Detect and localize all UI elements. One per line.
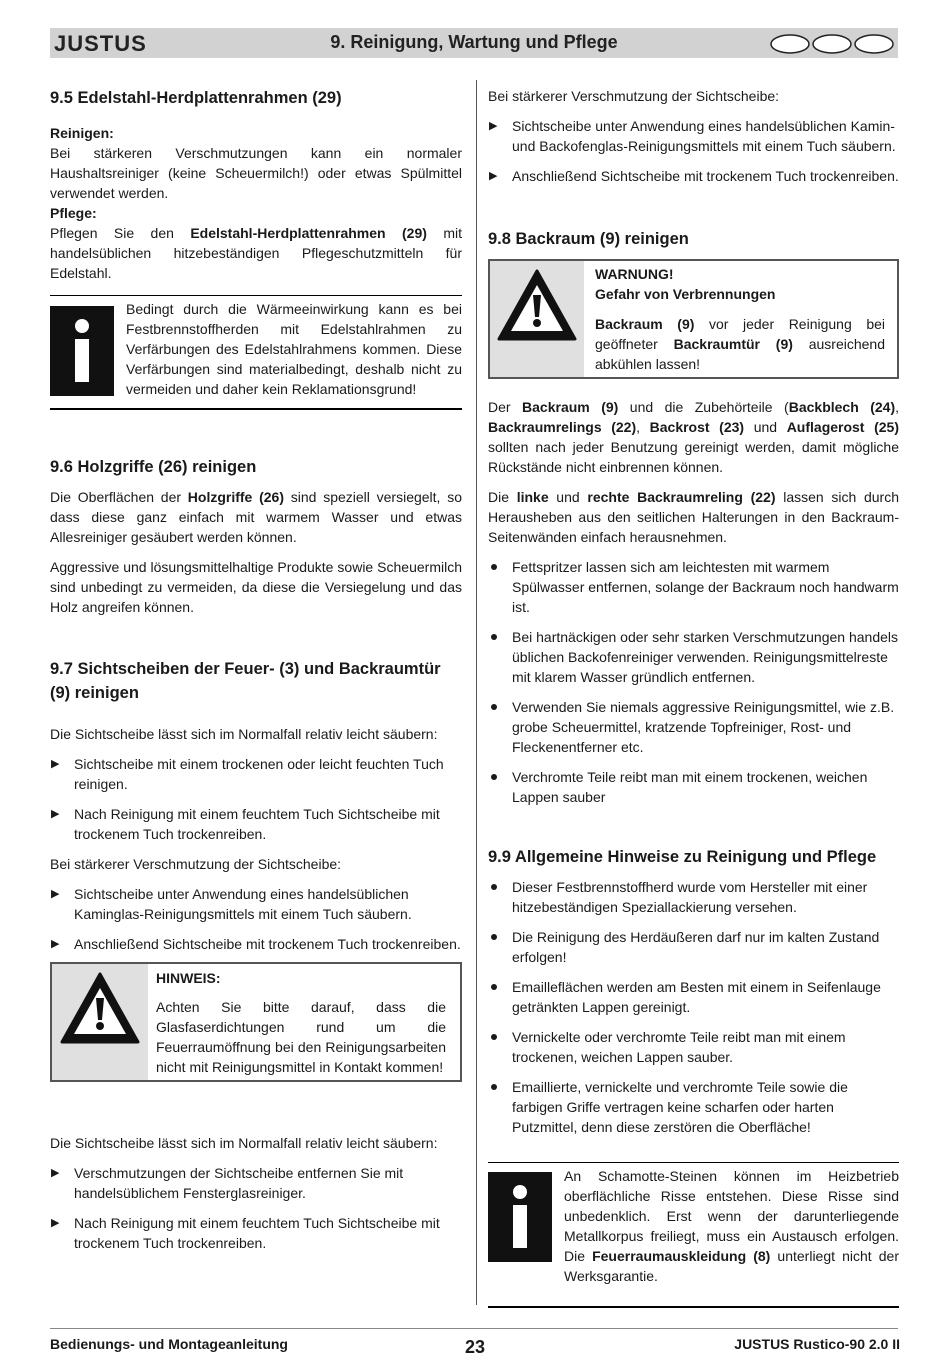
oven-text-2: Die linke und rechte Backraumreling (22) lassen sich durch Herausheben aus den seitlichen Halterungen in den Backraum-Seitenwänden einfach herausnehmen. [488,489,899,545]
window-list-1 [50,754,462,844]
section-heading-9-7: 9.7 Sichtscheiben der Feuer- (3) und Backraumtür (9) reinigen [50,660,441,702]
oven-list [488,557,899,807]
list-item: Dieser Festbrennstoffherd wurde vom Hersteller mit einer hitzebeständigen Speziallackierung versehen. [488,877,899,917]
list-item: ▶ Sichtscheibe mit einem trockenen oder leicht feuchten Tuch reinigen. [50,754,462,794]
warning-bold-2: Backraumtür (9) [673,336,793,352]
general-list [488,877,899,1137]
section-heading-9-9: 9.9 Allgemeine Hinweise zu Reinigung und Pflege [488,848,877,866]
window-intro-3: Die Sichtscheibe lässt sich im Normalfall relativ leicht säubern: [50,1135,438,1151]
list-item: ▶ Nach Reinigung mit einem feuchtem Tuch Sichtscheibe mit trockenem Tuch trockenreiben. [50,804,462,844]
page-number: 23 [464,1337,486,1357]
warning-title: WARNUNG! [595,266,674,282]
column-divider [476,80,477,1305]
info-text-bold: Feuerraumauskleidung (8) [592,1248,771,1264]
warning-text-2: ausreichend abkühlen lassen! [595,336,885,372]
right-list-0 [488,116,899,186]
list-item: Die Reinigung des Herdäußeren darf nur im kalten Zustand erfolgen! [488,927,899,967]
right-intro: Bei stärkerer Verschmutzung der Sichtscheibe: [488,88,780,104]
care-label: Pflege: [50,205,97,221]
chapter-title: 9. Reinigung, Wartung und Pflege [330,32,618,52]
oven-text-1: Der Backraum (9) und die Zubehörteile (Backblech (24), Backraumrelings (22), Backrost (23) und Auflagerost (25) sollten nach jeder Benutzung gereinigt werden, damit mögliche Rückstände nicht einbrennen können. [488,399,900,475]
list-item: Vernickelte oder verchromte Teile reibt man mit einem trockenen, weichen Lappen sauber. [488,1027,899,1067]
list-item: Emailleflächen werden am Besten mit einem in Seifenlauge getränkten Lappen gereinigt. [488,977,899,1017]
list-item: Bei hartnäckigen oder sehr starken Verschmutzungen handels üblichen Backofenreiniger verwenden. Reinigungsmittelreste mit klarem Wasser gründlich entfernen. [488,627,899,687]
warning-subtitle: Gefahr von Verbrennungen [595,286,776,302]
clean-text: Bei stärkeren Verschmutzungen kann ein normaler Haushaltsreiniger (keine Scheuermilch!) oder etwas Spülmittel verwendet werden. [50,145,462,201]
info-text-pre: An Schamotte-Steinen können im Heizbetrieb oberflächliche Risse entstehen. Diese Risse sind unbedenklich. Erst wenn der darunterliegende Metallkorpus freiliegt, muss ein Austausch erfolgen. Die [564,1168,899,1264]
window-list-2 [50,884,462,954]
wood-text-pre: Die Oberflächen der [50,489,188,505]
wood-handles-text-2: Aggressive und lösungsmittelhaltige Produkte sowie Scheuermilch sind unbedingt zu vermeiden, da diese die Versiegelung und das Holz angreifen können. [50,559,462,615]
wood-text-bold: Holzgriffe (26) [187,489,284,505]
list-item: ▶ Verschmutzungen der Sichtscheibe entfernen Sie mit handelsüblichem Fensterglasreiniger. [50,1163,462,1203]
clean-label: Reinigen: [50,125,114,141]
warning-text-1: vor jeder Reinigung bei geöffneter [595,316,885,352]
window-list-3 [50,1163,462,1253]
info-text-post: unterliegt nicht der Werksgarantie. [564,1248,899,1284]
footer-rule [50,1328,898,1329]
warning-box [488,259,899,379]
section-heading-9-8: 9.8 Backraum (9) reinigen [488,230,689,248]
info-text-9-5: Bedingt durch die Wärmeeinwirkung kann es bei Festbrennstoffherden mit Edelstahlrahmen zu Verfärbungen des Edelstahlrahmens kommen. Diese Verfärbungen sind materialbedingt, deshalb nicht zu vermeiden und daher kein Reklamationsgrund! [126,301,462,397]
list-item: ▶ Anschließend Sichtscheibe mit trockenem Tuch trockenreiben. [488,166,899,186]
hint-title: HINWEIS: [156,970,221,986]
footer-model-name: JUSTUS Rustico-90 2.0 II [734,1336,900,1352]
right-column [488,80,899,1308]
info-text-9-9 [564,1163,899,1286]
care-text-bold: Edelstahl-Herdplattenrahmen (29) [190,225,427,241]
care-text [50,223,462,283]
hint-icon-area [52,964,148,1080]
list-item: ▶ Sichtscheibe unter Anwendung eines handelsüblichen Kaminglas-Reinigungsmittels mit einem Tuch säubern. [50,884,462,924]
list-item: Verwenden Sie niemals aggressive Reinigungsmittel, wie z.B. grobe Scheuermittel, kratzende Topfreiniger, Rost- und Fleckenentferner etc. [488,697,899,757]
list-item: Verchromte Teile reibt man mit einem trockenen, weichen Lappen sauber [488,767,899,807]
window-intro: Die Sichtscheibe lässt sich im Normalfall relativ leicht säubern: [50,726,438,742]
info-icon [50,306,114,396]
list-item: Emaillierte, vernickelte und verchromte Teile sowie die farbigen Griffe vertragen keine scharfen oder harten Putzmittel, denn diese zerstören die Oberfläche! [488,1077,899,1137]
care-text-pre: Pflegen Sie den [50,225,191,241]
page-header-bar [50,28,898,58]
brand-logo: JUSTUS [54,31,147,56]
warning-text [595,314,885,374]
warning-triangle-icon [495,267,579,345]
wood-text-post: sind speziell versiegelt, so dass diese ganz einfach mit warmem Wasser und etwas Allesreiniger gesäubert werden können. [50,489,462,545]
list-item: ▶ Nach Reinigung mit einem feuchtem Tuch Sichtscheibe mit trockenem Tuch trockenreiben. [50,1213,462,1253]
care-text-post: mit handelsüblichen hitzebeständigen Pflegeschutzmitteln für Edelstahl. [50,225,462,281]
info-box-9-5 [50,295,462,410]
warning-bold-1: Backraum (9) [595,316,695,332]
window-intro-2: Bei stärkerer Verschmutzung der Sichtscheibe: [50,856,342,872]
list-item: ▶ Anschließend Sichtscheibe mit trockenem Tuch trockenreiben. [50,934,462,954]
footer-manual-title: Bedienungs- und Montageanleitung [50,1336,288,1352]
info-icon [488,1172,552,1262]
chapter-ovals-icon [770,34,896,54]
warning-icon-area [490,261,584,377]
hint-text: Achten Sie bitte darauf, dass die Glasfaserdichtungen rund um die Feuerraumöffnung bei den Reinigungsarbeiten nicht mit Reinigungsmittel in Kontakt kommen! [156,999,446,1075]
left-column [50,80,462,1253]
warning-triangle-icon [58,970,142,1048]
section-heading-9-6: 9.6 Holzgriffe (26) reinigen [50,458,257,476]
info-box-9-9 [488,1162,899,1308]
list-item: ▶ Sichtscheibe unter Anwendung eines handelsüblichen Kamin- und Backofenglas-Reinigungsmittels mit einem Tuch säubern. [488,116,899,156]
list-item: Fettspritzer lassen sich am leichtesten mit warmem Spülwasser entfernen, solange der Backraum noch handwarm ist. [488,557,899,617]
hint-box [50,962,462,1082]
section-heading-9-5: 9.5 Edelstahl-Herdplattenrahmen (29) [50,89,342,107]
wood-handles-text-1 [50,487,462,547]
